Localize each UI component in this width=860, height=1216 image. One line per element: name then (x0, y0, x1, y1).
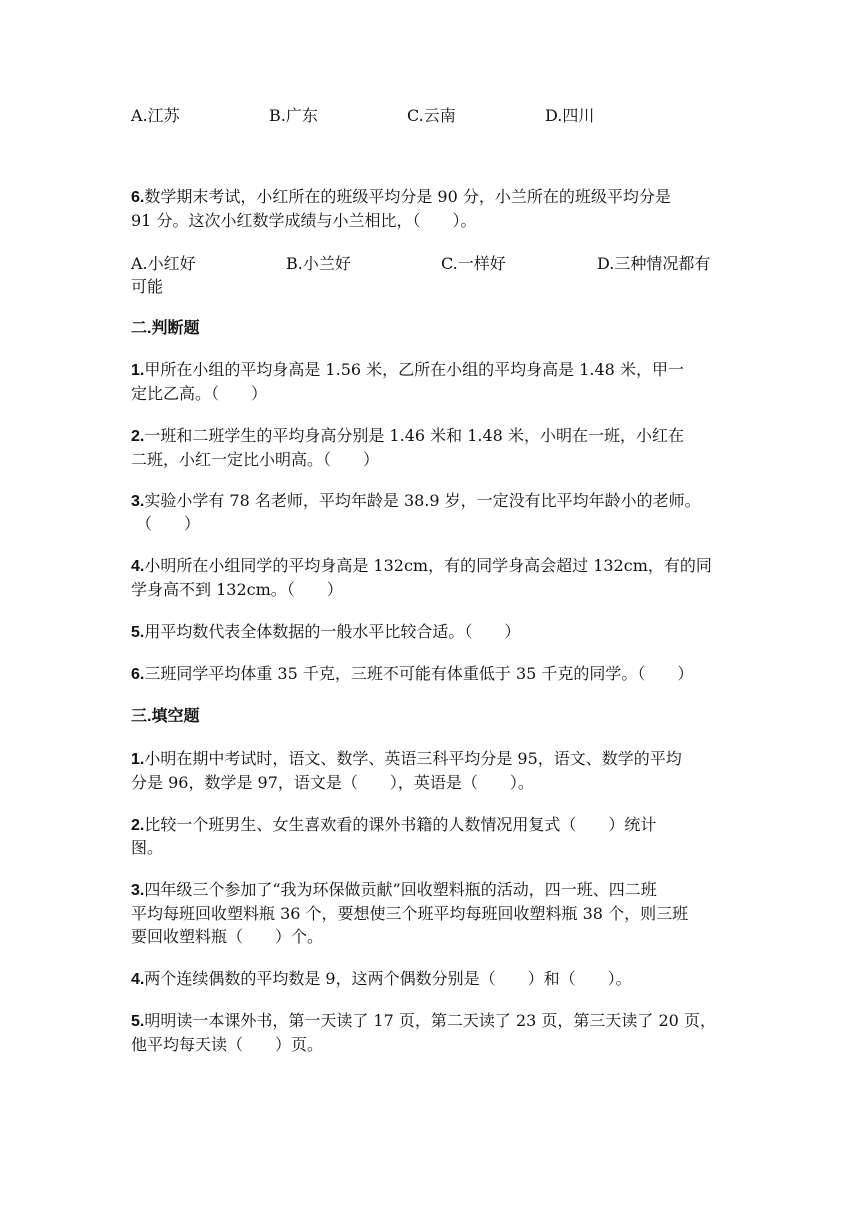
q5-option-a: A.江苏 (131, 106, 180, 125)
q5-option-c: C.云南 (407, 106, 456, 125)
fill-4-number: 4. (131, 971, 145, 988)
judge-1-line-1 (131, 359, 684, 382)
q6-option-d: D.三种情况都有 (597, 254, 711, 273)
fill-5-text-1: 明明读一本课外书，第一天读了 17 页，第二天读了 23 页，第三天读了 20 页， (144, 1011, 716, 1030)
judge-3-text-1: 实验小学有 78 名老师，平均年龄是 38.9 岁，一定没有比平均年龄小的老师。 (144, 491, 701, 510)
judge-4-line-1 (131, 555, 712, 578)
fill-3-line-3: 要回收塑料瓶（ ）个。 (131, 927, 324, 946)
fill-3-line-2: 平均每班回收塑料瓶 36 个，要想使三个班平均每班回收塑料瓶 38 个，则三班 (131, 904, 689, 923)
fill-2-number: 2. (131, 817, 145, 834)
q5-option-b: B.广东 (269, 106, 318, 125)
judge-2-text-1: 一班和二班学生的平均身高分别是 1.46 米和 1.48 米，小明在一班，小红在 (144, 426, 684, 445)
judge-3-line-1 (131, 490, 701, 513)
judge-5-line-1 (131, 621, 520, 644)
judge-6-text-1: 三班同学平均体重 35 千克，三班不可能有体重低于 35 千克的同学。（ ） (144, 664, 694, 683)
fill-1-text-1: 小明在期中考试时，语文、数学、英语三科平均分是 95，语文、数学的平均 (144, 749, 682, 768)
fill-1-number: 1. (131, 751, 145, 768)
fill-2-text-1: 比较一个班男生、女生喜欢看的课外书籍的人数情况用复式（ ）统计 (144, 815, 657, 834)
judge-2-number: 2. (131, 428, 145, 445)
fill-2-line-2: 图。 (131, 838, 164, 857)
fill-4-line-1 (131, 968, 632, 991)
judge-5-text-1: 用平均数代表全体数据的一般水平比较合适。（ ） (144, 622, 521, 641)
fill-2-line-1 (131, 814, 656, 837)
judge-4-text-1: 小明所在小组同学的平均身高是 132cm，有的同学身高会超过 132cm，有的同 (144, 556, 712, 575)
fill-5-line-2: 他平均每天读（ ）页。 (131, 1035, 324, 1054)
judge-2-line-1 (131, 425, 684, 448)
fill-1-line-2: 分是 96，数学是 97，语文是（ ），英语是（ ）。 (131, 773, 534, 792)
fill-4-text-1: 两个连续偶数的平均数是 9，这两个偶数分别是（ ）和（ ）。 (144, 969, 632, 988)
fill-3-text-1: 四年级三个参加了“我为环保做贡献”回收塑料瓶的活动，四一班、四二班 (144, 880, 657, 899)
fill-3-number: 3. (131, 882, 145, 899)
section-2-heading: 二.判断题 (131, 320, 200, 337)
judge-1-number: 1. (131, 362, 145, 379)
fill-5-number: 5. (131, 1013, 145, 1030)
judge-5-number: 5. (131, 624, 145, 641)
judge-3-number: 3. (131, 493, 145, 510)
fill-5-line-1 (131, 1010, 716, 1033)
q5-option-d: D.四川 (545, 106, 595, 125)
judge-1-line-2: 定比乙高。（ ） (131, 384, 268, 403)
q6-text-1: 数学期末考试，小红所在的班级平均分是 90 分，小兰所在的班级平均分是 (144, 187, 671, 206)
judge-4-line-2: 学身高不到 132cm。（ ） (131, 580, 343, 599)
q6-option-wrap: 可能 (131, 277, 164, 296)
q6-number: 6. (131, 189, 145, 206)
judge-1-text-1: 甲所在小组的平均身高是 1.56 米，乙所在小组的平均身高是 1.48 米，甲一 (144, 360, 684, 379)
q6-option-a: A.小红好 (131, 254, 196, 273)
judge-6-line-1 (131, 663, 693, 686)
fill-1-line-1 (131, 748, 682, 771)
section-3-heading: 三.填空题 (131, 708, 200, 725)
fill-3-line-1 (131, 879, 657, 902)
judge-4-number: 4. (131, 558, 145, 575)
judge-3-line-2: （ ） (136, 514, 201, 533)
q6-option-b: B.小兰好 (286, 254, 351, 273)
judge-6-number: 6. (131, 666, 145, 683)
q6-line-2: 91 分。这次小红数学成绩与小兰相比，（ ）。 (131, 211, 477, 230)
judge-2-line-2: 二班，小红一定比小明高。（ ） (131, 450, 380, 469)
q6-line-1 (131, 186, 671, 209)
q6-option-c: C.一样好 (441, 254, 506, 273)
